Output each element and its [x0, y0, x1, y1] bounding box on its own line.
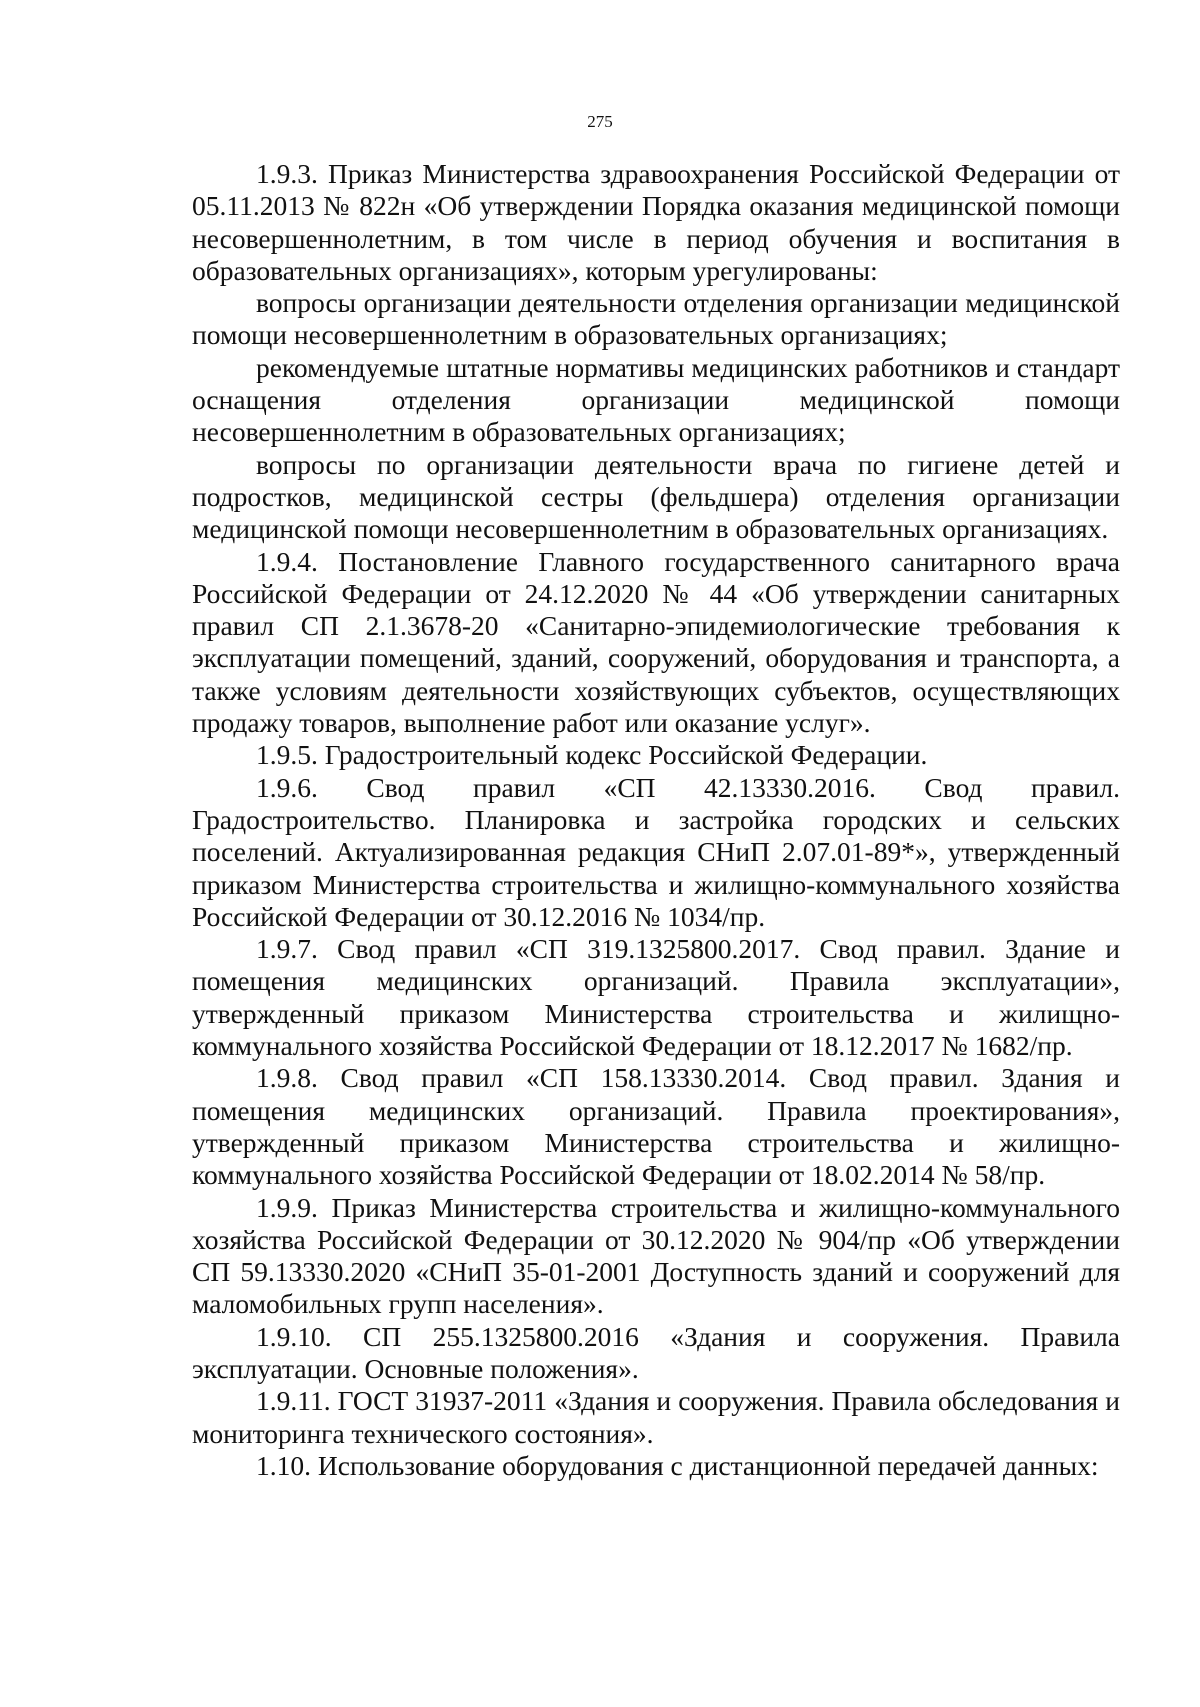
paragraph-1-9-11: 1.9.11. ГОСТ 31937-2011 «Здания и сооружения. Правила обследования и мониторинга технического состояния». [192, 1385, 1120, 1449]
document-body [192, 158, 1120, 1482]
paragraph-1-9-3: 1.9.3. Приказ Министерства здравоохранения Российской Федерации от 05.11.2013 № 822н «Об утверждении Порядка оказания медицинской помощи несовершеннолетним, в том числе в период обучения и воспитания в образовательных организациях», которым урегулированы: [192, 158, 1120, 286]
page-number: 275 [587, 112, 613, 131]
paragraph-1-9-9: 1.9.9. Приказ Министерства строительства и жилищно-коммунального хозяйства Российской Федерации от 30.12.2020 № 904/пр «Об утверждении СП 59.13330.2020 «СНиП 35-01-2001 Доступность зданий и сооружений для маломобильных групп населения». [192, 1191, 1120, 1320]
paragraph-1-10: 1.10. Использование оборудования с дистанционной передачей данных: [256, 1449, 1099, 1481]
paragraph-1-9-6: 1.9.6. Свод правил «СП 42.13330.2016. Свод правил. Градостроительство. Планировка и застройка городских и сельских поселений. Актуализированная редакция СНиП 2.07.01-89*», утвержденный приказом Министерства строительства и жилищно-коммунального хозяйства Российской Федерации от 30.12.2016 № 1034/пр. [192, 771, 1120, 932]
paragraph-list-item-3: вопросы по организации деятельности врача по гигиене детей и подростков, медицинской сестры (фельдшера) отделения организации медицинской помощи несовершеннолетним в образовательных организациях. [192, 448, 1120, 545]
paragraph-list-item-1: вопросы организации деятельности отделения организации медицинской помощи несовершеннолетним в образовательных организациях; [192, 287, 1120, 351]
paragraph-1-9-10: 1.9.10. СП 255.1325800.2016 «Здания и сооружения. Правила эксплуатации. Основные положения». [192, 1320, 1120, 1384]
paragraph-list-item-2: рекомендуемые штатные нормативы медицинских работников и стандарт оснащения отделения организации медицинской помощи несовершеннолетним в образовательных организациях; [192, 351, 1120, 448]
paragraph-1-9-7: 1.9.7. Свод правил «СП 319.1325800.2017. Свод правил. Здание и помещения медицинских организаций. Правила эксплуатации», утвержденный приказом Министерства строительства и жилищно-коммунального хозяйства Российской Федерации от 18.12.2017 № 1682/пр. [192, 933, 1120, 1062]
paragraph-1-9-5: 1.9.5. Градостроительный кодекс Российской Федерации. [256, 739, 928, 771]
paragraph-1-9-4: 1.9.4. Постановление Главного государственного санитарного врача Российской Федерации от 24.12.2020 № 44 «Об утверждении санитарных правил СП 2.1.3678-20 «Санитарно-эпидемиологические требования к эксплуатации помещений, зданий, сооружений, оборудования и транспорта, а также условиям деятельности хозяйствующих субъектов, осуществляющих продажу товаров, выполнение работ или оказание услуг». [192, 545, 1120, 739]
paragraph-1-9-8: 1.9.8. Свод правил «СП 158.13330.2014. Свод правил. Здания и помещения медицинских организаций. Правила проектирования», утвержденный приказом Министерства строительства и жилищно-коммунального хозяйства Российской Федерации от 18.02.2014 № 58/пр. [192, 1062, 1120, 1191]
